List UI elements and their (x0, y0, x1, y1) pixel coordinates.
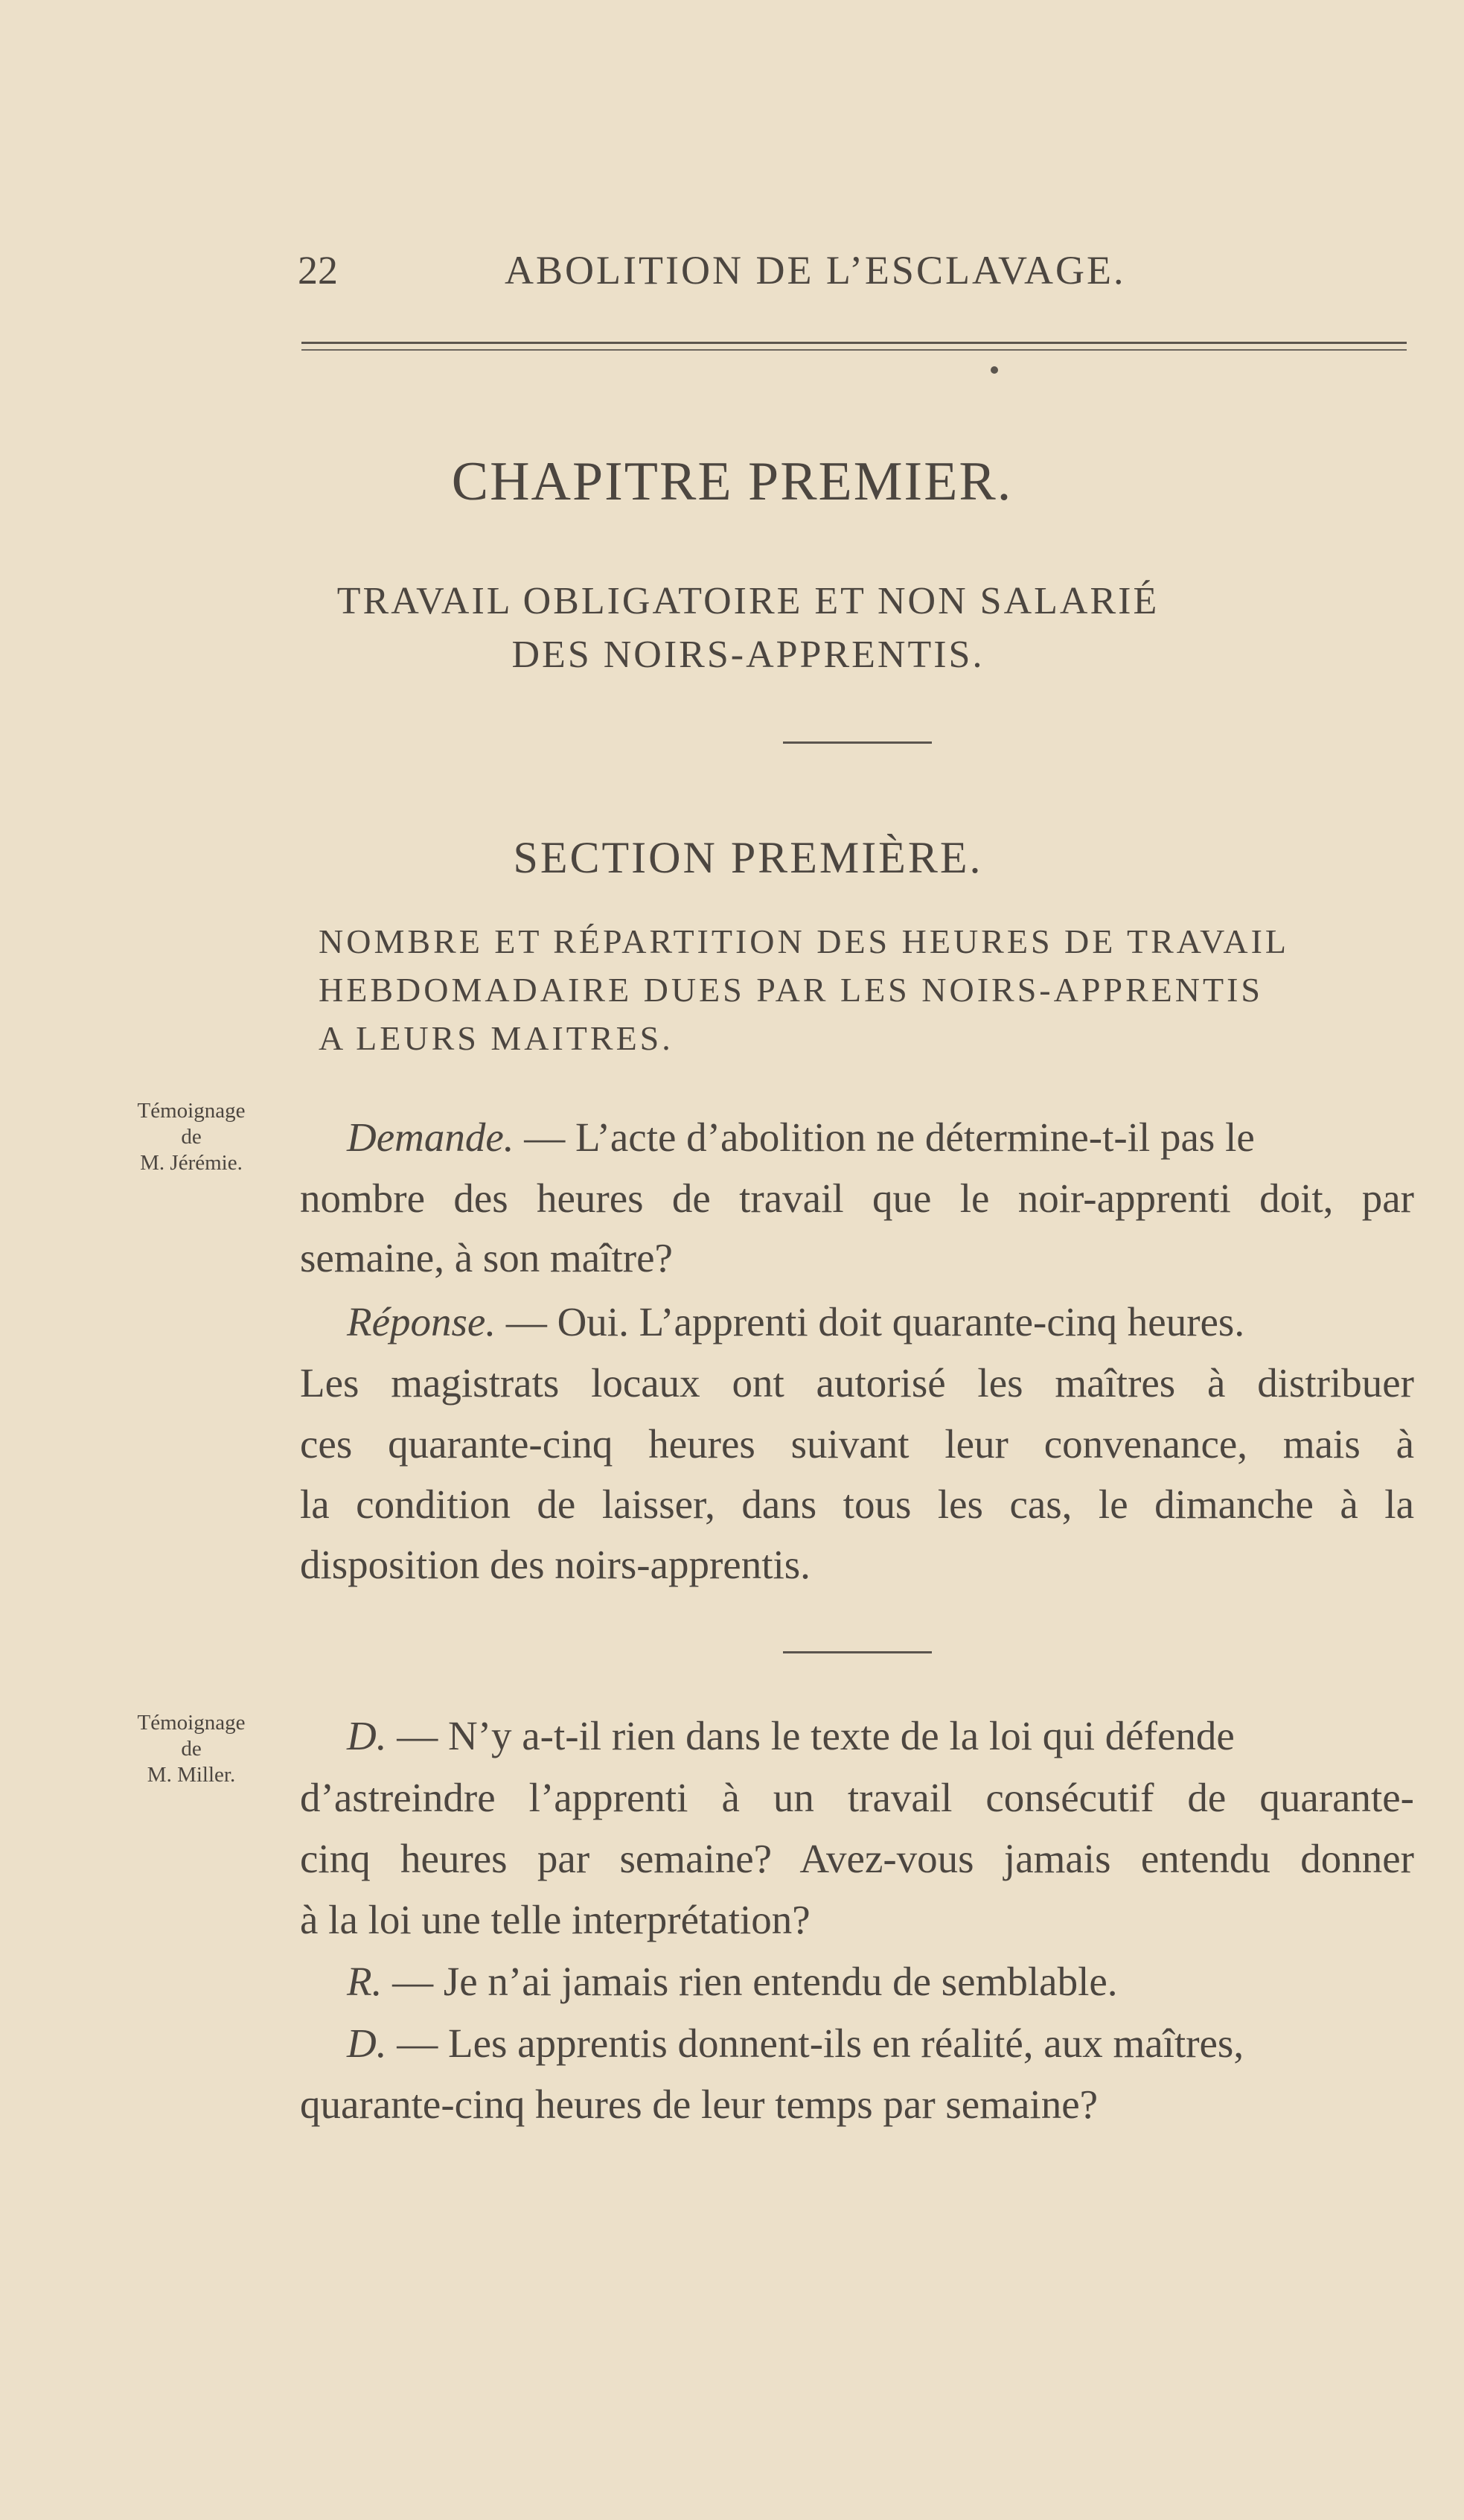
question-line: Demande. — L’acte d’abolition ne détermine-t-il pas le (347, 1114, 1255, 1160)
chapter-subtitle-line-1: TRAVAIL OBLIGATOIRE ET NON SALARIÉ (336, 580, 1160, 622)
chapter-subtitle-line-2: DES NOIRS-APPRENTIS. (511, 634, 985, 676)
margin-note-name: M. Jérémie. (140, 1150, 243, 1175)
header-rule (301, 342, 1407, 344)
section-divider (783, 741, 932, 744)
section-heading-line: HEBDOMADAIRE DUES PAR LES NOIRS-APPRENTIS (319, 971, 1263, 1009)
section-title: SECTION PREMIÈRE. (513, 833, 983, 882)
margin-note-de: de (181, 1124, 202, 1149)
question-label: Demande. (347, 1114, 514, 1160)
margin-note (106, 1710, 277, 1787)
question-line: à la loi une telle interprétation? (300, 1897, 811, 1942)
section-heading-line: NOMBRE ET RÉPARTITION DES HEURES DE TRAVAIL (319, 922, 1290, 960)
answer-line: ces quarante-cinq heures suivant leur convenance, mais à (300, 1421, 1414, 1467)
margin-note (106, 1098, 277, 1176)
question-label: D. (347, 2020, 387, 2066)
margin-note-de: de (181, 1736, 202, 1761)
chapter-title: CHAPITRE PREMIER. (451, 451, 1013, 512)
block-divider (783, 1651, 932, 1653)
page-number: 22 (298, 248, 338, 293)
margin-note-name: M. Miller. (147, 1762, 236, 1787)
question-label: D. (347, 1713, 387, 1758)
margin-note-label: Témoignage (137, 1099, 246, 1123)
question-line: quarante-cinq heures de leur temps par semaine? (300, 2082, 1099, 2127)
answer-line: Réponse. — Oui. L’apprenti doit quarante-cinq heures. (347, 1299, 1245, 1344)
question-line: cinq heures par semaine? Avez-vous jamais entendu donner (300, 1836, 1414, 1881)
header-rule-thin (301, 349, 1407, 351)
section-heading-line: A LEURS MAITRES. (319, 1019, 674, 1057)
answer-line: disposition des noirs-apprentis. (300, 1542, 811, 1587)
question-line: D. — Les apprentis donnent-ils en réalité, aux maîtres, (347, 2020, 1244, 2066)
answer-label: R. (347, 1959, 383, 2004)
ornament-dot (991, 366, 998, 374)
answer-line: R. — Je n’ai jamais rien entendu de semblable. (347, 1959, 1118, 2004)
margin-note-label: Témoignage (137, 1711, 246, 1735)
question-line: D. — N’y a-t-il rien dans le texte de la loi qui défende (347, 1713, 1235, 1758)
question-line: d’astreindre l’apprenti à un travail consécutif de quarante- (300, 1775, 1414, 1820)
running-title: ABOLITION DE L’ESCLAVAGE. (505, 248, 1126, 293)
question-line: semaine, à son maître? (300, 1235, 673, 1280)
answer-line: la condition de laisser, dans tous les cas, le dimanche à la (300, 1481, 1414, 1527)
question-line: nombre des heures de travail que le noir-apprenti doit, par (300, 1176, 1414, 1221)
answer-line: Les magistrats locaux ont autorisé les maîtres à distribuer (300, 1360, 1414, 1406)
answer-label: Réponse. (347, 1299, 496, 1344)
